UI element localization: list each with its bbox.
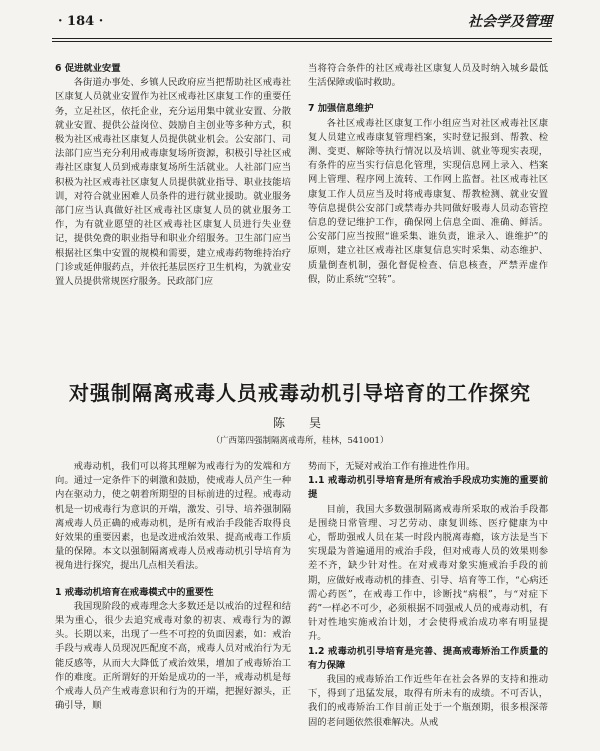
information-paragraph: 各社区戒毒社区康复工作小组应当对社区戒毒社区康复人员建立戒毒康复管理档案，实时登记报到、帮教、检测、变更、解除等执行情况以及培训、就业等现实表现，有条件的应当实行信息化管理，实现信息网上录入、档案网上管理、程序网上流转、工作网上监督。社区戒毒社区康复工作人员应当及时将戒毒康复、帮教检测、就业安置等信息提供公安部门或禁毒办共同做好吸毒人员动态管控信息的登记维护工作，确保网上信息全面、准确、鲜活。公安部门应当按照“谁采集、谁负责，谁录入、谁维护”的原则，建立社区戒毒社区康复信息实时采集、动态维护、质量倒查机制，强化督促检查、信息核查，严禁弄虚作假，防止系统“空转”。 [308, 117, 548, 285]
top-left-column [55, 62, 291, 289]
employment-paragraph-continued: 当将符合条件的社区戒毒社区康复人员及时纳入城乡最低生活保障或临时救助。 [308, 63, 548, 89]
article-title: 对强制隔离戒毒人员戒毒动机引导培育的工作探究 [69, 381, 531, 405]
section-heading-importance: 1 戒毒动机培育在戒毒模式中的重要性 [55, 586, 214, 598]
header-rule-thin [52, 41, 552, 42]
body-left-column [55, 460, 291, 713]
journal-name: 社会学及管理 [468, 14, 552, 30]
subsection-heading-1-2: 1.2 戒毒动机引导培育是完善、提高戒毒矫治工作质量的有力保障 [308, 645, 548, 671]
subsection-heading-1-1: 1.1 戒毒动机引导培育是所有戒治手段成功实施的重要前提 [308, 475, 548, 501]
page-number: · 184 · [58, 14, 104, 29]
section-heading-employment: 6 促进就业安置 [55, 63, 121, 74]
importance-paragraph: 我国现阶段的戒毒理念大多数还是以戒治的过程和结果为重心，很少去追究戒毒对象的初衷、戒毒行为的源头。长期以来，出现了一些不可控的负面因素，如：戒治手段与戒毒人员现况匹配度不高，戒毒人员对戒治行为无能反感等，从而大大降低了戒治效果，增加了戒毒矫治工作的难度。正所谓好的开始是成功的一半，戒毒动机是每个戒毒人员产生戒毒意识和行为的开端，把握好源头，正确引导，顺 [55, 600, 291, 712]
intro-paragraph: 戒毒动机，我们可以将其理解为戒毒行为的发端和方向。通过一定条件下的刺激和鼓励，使戒毒人员产生一种内在驱动力，使之朝着所期望的目标前进的过程。戒毒动机是一切戒毒行为意识的开端，激发、引导、培养强制隔离戒毒人员正确的戒毒动机，是所有戒治手段能否取得良好效果的重要因素，也是改进戒治效果、提高戒毒工作质量的保障。本文以强制隔离戒毒人员戒毒动机引导培育为视角进行探究，提出几点相关看法。 [55, 461, 291, 572]
subsection-1-1-paragraph: 目前，我国大多数强制隔离戒毒所采取的戒治手段都是围绕日常管理、习艺劳动、康复训练、医疗健康为中心，帮助强戒人员在某一时段内脱离毒瘾，该方法是当下实现最为普遍通用的戒治手段，但对戒毒人员的效果则参差不齐，缺少针对性。在对戒毒对象实施戒治手段的前期，应做好戒毒动机的排查、引导、培育等工作，“心病还需心药医”，在戒毒工作中，诊断找“病根”，与“对症下药”一样必不可少，必须根据不同强戒人员的戒毒动机，有针对性地实施戒治计划，才会使得戒治成功率有明显提升。 [308, 503, 548, 643]
article-author: 陈 昊 [272, 416, 327, 430]
subsection-1-2-paragraph: 我国的戒毒矫治工作近些年在社会各界的支持和推动下，得到了迅猛发展，取得有所未有的成绩。不可否认，我们的戒毒矫治工作目前正处于一个瓶颈期，很多根深蒂固的老问题依然很难解决。从戒 [308, 674, 548, 728]
employment-paragraph: 各街道办事处、乡镇人民政府应当把帮助社区戒毒社区康复人员就业安置作为社区戒毒社区康复工作的重要任务，立足社区，依托企业，充分运用集中就业安置、分散就业安置、提供公益岗位、鼓励自主创业等多种方式，积极为社区戒毒社区康复人员提供就业机会。公安部门、司法部门应当充分利用戒毒康复场所资源，积极引导社区戒毒社区康复人员到戒毒康复场所生活就业。人社部门应当积极为社区戒毒社区康复人员提供就业指导、职业技能培训，对符合就业困难人员条件的进行就业援助。就业服务部门应当认真做好社区戒毒社区康复人员的就业服务工作，为有就业愿望的社区戒毒社区康复人员进行失业登记，提供免费的职业指导和职业介绍服务。卫生部门应当根据社区集中安置的规模和需要，建立戒毒药物维持治疗门诊或延伸服药点，并依托基层医疗卫生机构，为就业安置人员提供常规医疗服务。民政部门应 [55, 77, 291, 288]
header-rule [52, 38, 552, 39]
body-right-column [308, 460, 548, 730]
section-heading-information: 7 加强信息维护 [308, 103, 374, 115]
page-header [0, 0, 600, 40]
top-right-column [308, 62, 548, 287]
importance-paragraph-continued: 势而下，无疑对戒治工作有推进性作用。 [308, 461, 476, 472]
article-affiliation: （广西第四强制隔离戒毒所，桂林，541001） [211, 436, 389, 446]
